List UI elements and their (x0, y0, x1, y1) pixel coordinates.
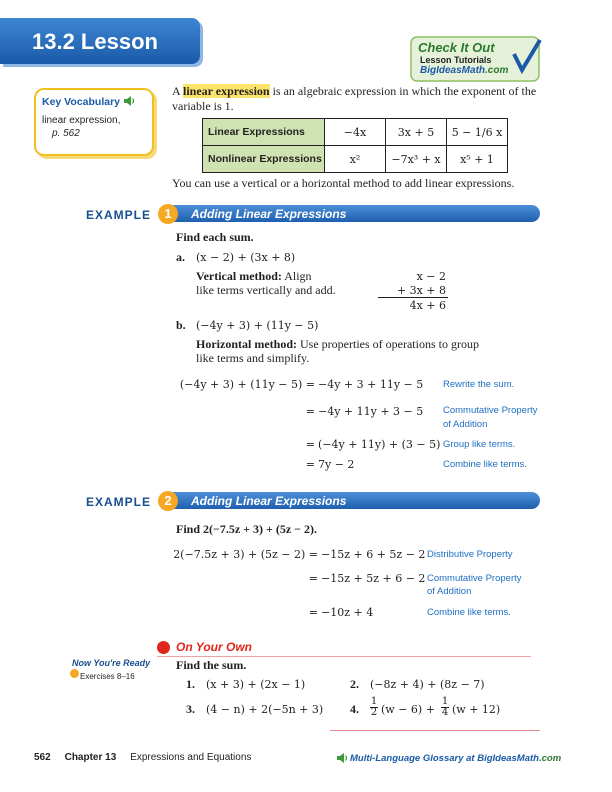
part-a-method: Vertical method: Align (196, 269, 312, 283)
part-b-problem: (−4y + 3) + (11y − 5) (196, 319, 319, 332)
problem-text: (w + 12) (452, 703, 501, 716)
footer-rule (330, 730, 540, 731)
intro-paragraph: A linear expression is an algebraic expression in which the exponent of the variable is 1. (172, 84, 537, 113)
step-rhs: (−4y + 11y) + (3 − 5) (318, 438, 441, 451)
example-1-instruction: Find each sum. (176, 230, 254, 244)
example-1-number: 1 (158, 204, 178, 224)
step-note: Combine like terms. (427, 607, 511, 618)
step-lhs: = (308, 572, 318, 585)
step-note-line2: of Addition (427, 586, 472, 597)
step-lhs: = (305, 405, 315, 418)
step-rhs: −4y + 11y + 3 − 5 (318, 405, 424, 418)
problem-number: 1. (186, 677, 195, 691)
table-cell: −4x (325, 119, 386, 146)
part-b-letter: b. (176, 318, 186, 332)
vertical-line-1: x − 2 (416, 270, 446, 283)
table-cell: −7x³ + x (386, 146, 447, 173)
step-lhs: = (308, 606, 318, 619)
speaker-icon[interactable] (123, 96, 135, 106)
problem-number: 4. (350, 702, 359, 716)
part-b-method: Horizontal method: Use properties of operations to group (196, 337, 479, 351)
on-your-own-instruction: Find the sum. (176, 658, 247, 672)
logo-check-it-out: Check It Out (418, 40, 495, 55)
vocab-page-ref: p. 562 (52, 128, 80, 139)
highlighted-term: linear expression (183, 84, 270, 98)
table-row (203, 146, 508, 173)
example-2-number: 2 (158, 491, 178, 511)
step-note: Distributive Property (427, 549, 513, 560)
vocab-term[interactable]: linear expression, (42, 115, 121, 126)
step-rhs: 7y − 2 (318, 458, 355, 471)
table-row-header: Linear Expressions (203, 119, 325, 146)
problem-number: 2. (350, 677, 359, 691)
problem-text: (w − 6) + (381, 703, 435, 716)
part-b-method-line2: like terms and simplify. (196, 351, 310, 365)
logo-lesson-tutorials: Lesson Tutorials (420, 55, 492, 65)
step-lhs: = (305, 438, 315, 451)
part-a-letter: a. (176, 250, 185, 264)
step-note: Combine like terms. (443, 459, 527, 470)
step-rhs: −15z + 5z + 6 − 2 (321, 572, 426, 585)
speaker-icon[interactable] (336, 753, 348, 763)
vertical-line-2: + 3x + 8 (396, 284, 446, 297)
part-a-problem: (x − 2) + (3x + 8) (196, 251, 296, 264)
logo-bigideasmath: BigIdeasMath.com (420, 65, 509, 76)
glossary-link[interactable]: Multi-Language Glossary at BigIdeasMath.com (350, 753, 562, 764)
lesson-title: 13.2 Lesson (32, 29, 158, 54)
step-rhs: −4y + 3 + 11y − 5 (318, 378, 424, 391)
table-row-header: Nonlinear Expressions (203, 146, 325, 173)
table-cell: 3x + 5 (386, 119, 447, 146)
problem-text: (x + 3) + (2x − 1) (206, 678, 306, 691)
example-label: EXAMPLE (86, 495, 152, 509)
chapter-number: Chapter 13 (64, 752, 117, 763)
table-cell: 5 − 1/6 x (447, 119, 508, 146)
step-lhs: 2(−7.5z + 3) + (5z − 2) = (173, 548, 318, 561)
now-youre-ready-label: Now You're Ready (72, 658, 151, 668)
step-note: Group like terms. (443, 439, 516, 450)
step-note: Rewrite the sum. (443, 379, 515, 390)
footer-chapter-info (34, 752, 251, 763)
now-youre-ready-dot-icon (70, 669, 79, 678)
problem-number: 3. (186, 702, 195, 716)
expression-table (202, 118, 508, 173)
method-text: You can use a vertical or a horizontal method to add linear expressions. (172, 176, 515, 190)
problem-text: (4 − n) + 2(−5n + 3) (206, 703, 324, 716)
step-rhs: −10z + 4 (321, 606, 374, 619)
example-2-instruction: Find 2(−7.5z + 3) + (5z − 2). (176, 522, 317, 536)
table-row (203, 119, 508, 146)
vertical-sum-rule (378, 297, 448, 298)
on-your-own-dot-icon (157, 641, 170, 654)
key-vocabulary-heading: Key Vocabulary (42, 96, 135, 108)
page-number: 562 (34, 752, 51, 763)
vertical-result: 4x + 6 (409, 299, 446, 312)
fraction-one-quarter: 1 4 (441, 696, 449, 718)
step-note: Commutative Property (443, 405, 538, 416)
chapter-title: Expressions and Equations (130, 752, 252, 763)
on-your-own-rule (157, 656, 531, 657)
example-label: EXAMPLE (86, 208, 152, 222)
problem-text: (−8z + 4) + (8z − 7) (370, 678, 485, 691)
example-1-title: Adding Linear Expressions (191, 207, 347, 221)
table-cell: x⁵ + 1 (447, 146, 508, 173)
example-2-title: Adding Linear Expressions (191, 494, 347, 508)
exercise-range[interactable]: Exercises 8–16 (80, 672, 135, 681)
table-cell: x² (325, 146, 386, 173)
step-rhs: −15z + 6 + 5z − 2 (321, 548, 426, 561)
step-note: Commutative Property (427, 573, 522, 584)
on-your-own-title: On Your Own (176, 640, 253, 654)
step-note-line2: of Addition (443, 419, 488, 430)
step-lhs: (−4y + 3) + (11y − 5) = (179, 378, 315, 391)
fraction-one-half: 1 2 (370, 696, 378, 718)
step-lhs: = (305, 458, 315, 471)
part-a-method-line2: like terms vertically and add. (196, 283, 336, 297)
